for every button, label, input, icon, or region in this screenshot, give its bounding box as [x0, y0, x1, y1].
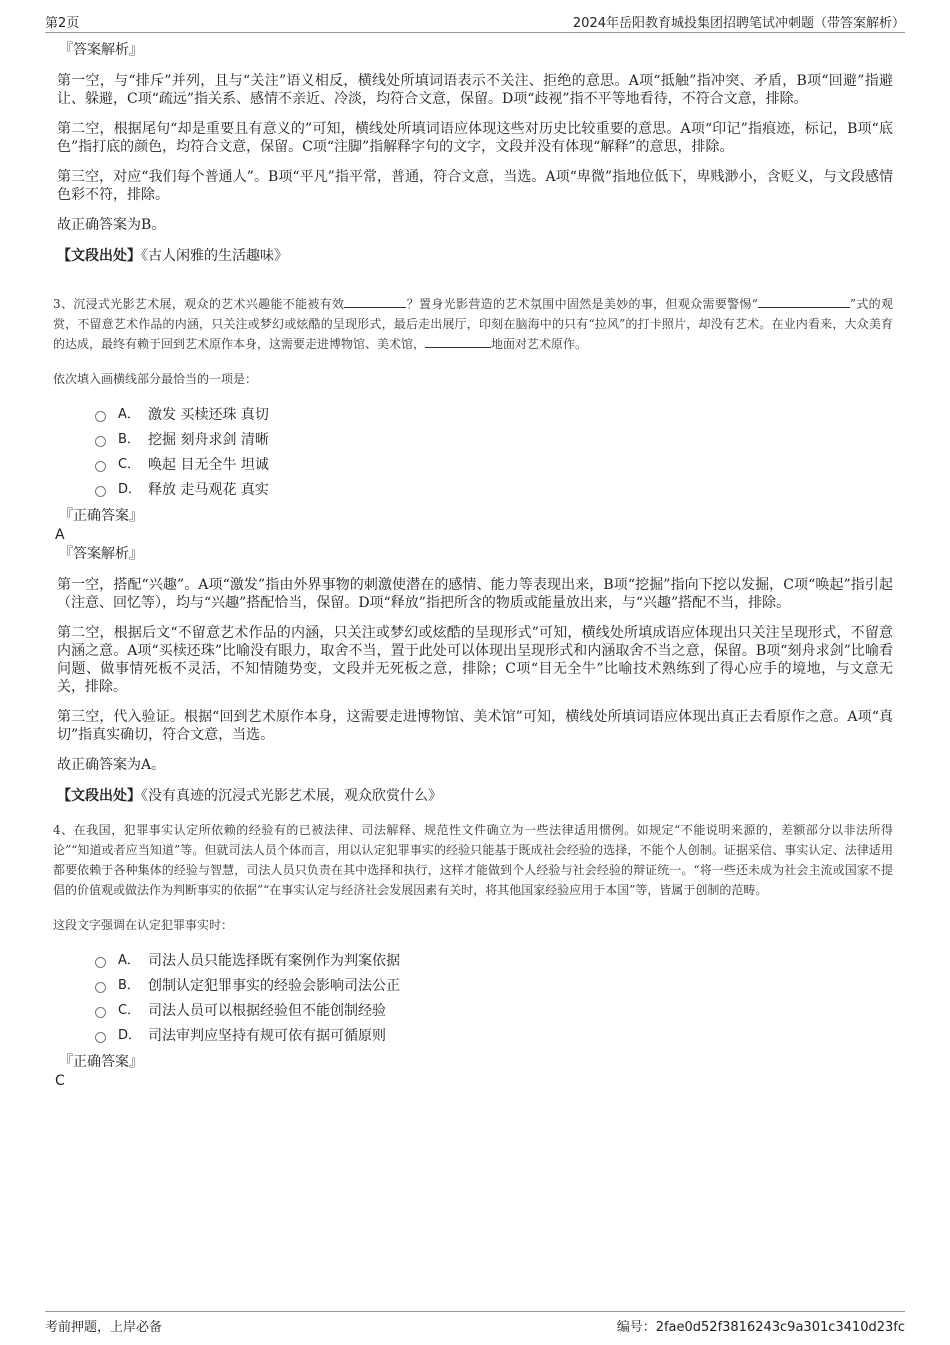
footer-slogan: 考前押题，上岸必备 — [45, 1320, 163, 1335]
page-header — [45, 10, 905, 33]
answer-value: C — [55, 1073, 65, 1089]
option-d[interactable]: D． 司法审判应坚持有规可依有据可循原则 — [95, 1027, 893, 1045]
source-line — [57, 786, 893, 806]
source-title: 《古人闲雅的生活趣味》 — [141, 248, 288, 264]
analysis-paragraph: 第二空，根据后文“不留意艺术作品的内涵，只关注或梦幻或炫酷的呈现形式”可知，横线处所填成语应体现出只关注呈现形式，不留意内涵之意。A项“买椟还珠”比喻没有眼力，取舍不当，置于此处可以体现出呈现形式和内涵取舍不当之意，保留。B项“刻舟求剑”比喻看问题、做事情死板不灵活，不知情随势变，文段并无死板之意，排除；C项“目无全牛”比喻技术熟练到了得心应手的境地，与文意无关，排除。 — [57, 625, 893, 695]
answer-value: A — [55, 527, 65, 543]
question-4-prompt: 这段文字强调在认定犯罪事实时： — [53, 918, 234, 932]
fill-blank — [425, 335, 491, 348]
analysis-paragraph: 第一空，搭配“兴趣”。A项“激发”指由外界事物的刺激使潜在的感情、能力等表现出来，B项“挖掘”指向下挖以发掘，C项“唤起”指引起（注意、回忆等），均与“兴趣”搭配恰当，保留。D项“释放”指把所含的物质或能量放出来，与“兴趣”搭配不当，排除。 — [57, 577, 893, 611]
analysis-paragraph: 第一空，与“排斥”并列，且与“关注”语义相反，横线处所填词语表示不关注、拒绝的意思。A项“抵触”指冲突、矛盾，B项“回避”指避让、躲避，C项“疏远”指关系、感情不亲近、冷淡，均符合文意，保留。D项“歧视”指不平等地看待，不符合文意，排除。 — [57, 73, 893, 107]
radio-icon[interactable] — [95, 461, 106, 472]
radio-icon[interactable] — [95, 436, 106, 447]
radio-icon[interactable] — [95, 1007, 106, 1018]
analysis-label: 『答案解析』 — [59, 546, 143, 562]
question-4-options — [95, 952, 893, 1045]
document-id: 编号：2fae0d52f3816243c9a301c3410d23fc — [616, 1320, 905, 1335]
option-d[interactable]: D． 释放 走马观花 真实 — [95, 481, 893, 499]
question-4-stem: 4、在我国，犯罪事实认定所依赖的经验有的已被法律、司法解释、规范性文件确立为一些法律适用惯例。如规定“不能说明来源的，差额部分以非法所得论”“知道或者应当知道”等。但就司法人员个体而言，用以认定犯罪事实的经验只能基于既成社会经验的选择，不能个人创制。证据采信、事实认定、法律适用都要依赖于各种集体的经验与智慧，司法人员只负责在其中选择和执行，这样才能做到个人经验与社会经验的辩证统一。“将一些还未成为社会主流或国家不提倡的价值观或做法作为判断事实的依据”“在事实认定与经济社会发展因素有关时，将其他国家经验应用于本国”等，皆属于创制的范畴。 — [53, 823, 893, 897]
option-c[interactable]: C． 司法人员可以根据经验但不能创制经验 — [95, 1002, 893, 1020]
analysis-paragraph: 第三空，对应“我们每个普通人”。B项“平凡”指平常，普通，符合文意，当选。A项“卑微”指地位低下，卑贱渺小，含贬义，与文段感情色彩不符，排除。 — [57, 169, 893, 203]
radio-icon[interactable] — [95, 486, 106, 497]
fill-blank — [758, 295, 850, 308]
page-content — [53, 40, 893, 1090]
source-label: 【文段出处】 — [57, 788, 141, 804]
option-a[interactable]: A． 司法人员只能选择既有案例作为判案依据 — [95, 952, 893, 970]
option-b[interactable]: B． 挖掘 刻舟求剑 清晰 — [95, 431, 893, 449]
page-number: 第2页 — [45, 16, 80, 31]
source-title: 《没有真迹的沉浸式光影艺术展，观众欣赏什么》 — [141, 788, 442, 804]
question-3-prompt: 依次填入画横线部分最恰当的一项是： — [53, 372, 258, 386]
fill-blank — [344, 295, 406, 308]
radio-icon[interactable] — [95, 957, 106, 968]
radio-icon[interactable] — [95, 982, 106, 993]
radio-icon[interactable] — [95, 1032, 106, 1043]
answer-label: 『正确答案』 — [59, 508, 143, 524]
source-label: 【文段出处】 — [57, 248, 141, 264]
source-line — [57, 246, 893, 266]
option-a[interactable]: A． 激发 买椟还珠 真切 — [95, 406, 893, 424]
option-c[interactable]: C． 唤起 目无全牛 坦诚 — [95, 456, 893, 474]
analysis-paragraph: 第二空，根据尾句“却是重要且有意义的”可知，横线处所填词语应体现这些对历史比较重要的意思。A项“印记”指痕迹，标记，B项“底色”指打底的颜色，均符合文意，保留。C项“注脚”指解释字句的文字，文段并没有体现“解释”的意思，排除。 — [57, 121, 893, 155]
radio-icon[interactable] — [95, 411, 106, 422]
question-3-options — [95, 406, 893, 499]
analysis-paragraph: 第三空，代入验证。根据“回到艺术原作本身，这需要走进博物馆、美术馆”可知，横线处所填词语应体现出真正去看原作之意。A项“真切”指真实确切，符合文意，当选。 — [57, 709, 893, 743]
analysis-conclusion: 故正确答案为A。 — [57, 757, 166, 773]
question-3-stem: 3、沉浸式光影艺术展，观众的艺术兴趣能不能被有效 ？置身光影营造的艺术氛围中固然是美妙的事，但观众需要警惕“ ”式的观赏，不留意艺术作品的内涵，只关注或梦幻或炫酷的呈现形式，最后走出展厅，印刻在脑海中的只有“拉风”的打卡照片，却没有艺术。在业内看来，大众美育的达成，最终有赖于回到艺术原作本身，这需要走进博物馆、美术馆， 地面对艺术原作。 — [53, 297, 893, 351]
page-footer — [45, 1311, 905, 1336]
document-title: 2024年岳阳教育城投集团招聘笔试冲刺题（带答案解析） — [572, 16, 905, 31]
analysis-label: 『答案解析』 — [59, 42, 143, 58]
answer-label: 『正确答案』 — [59, 1054, 143, 1070]
option-b[interactable]: B． 创制认定犯罪事实的经验会影响司法公正 — [95, 977, 893, 995]
analysis-conclusion: 故正确答案为B。 — [57, 217, 166, 233]
